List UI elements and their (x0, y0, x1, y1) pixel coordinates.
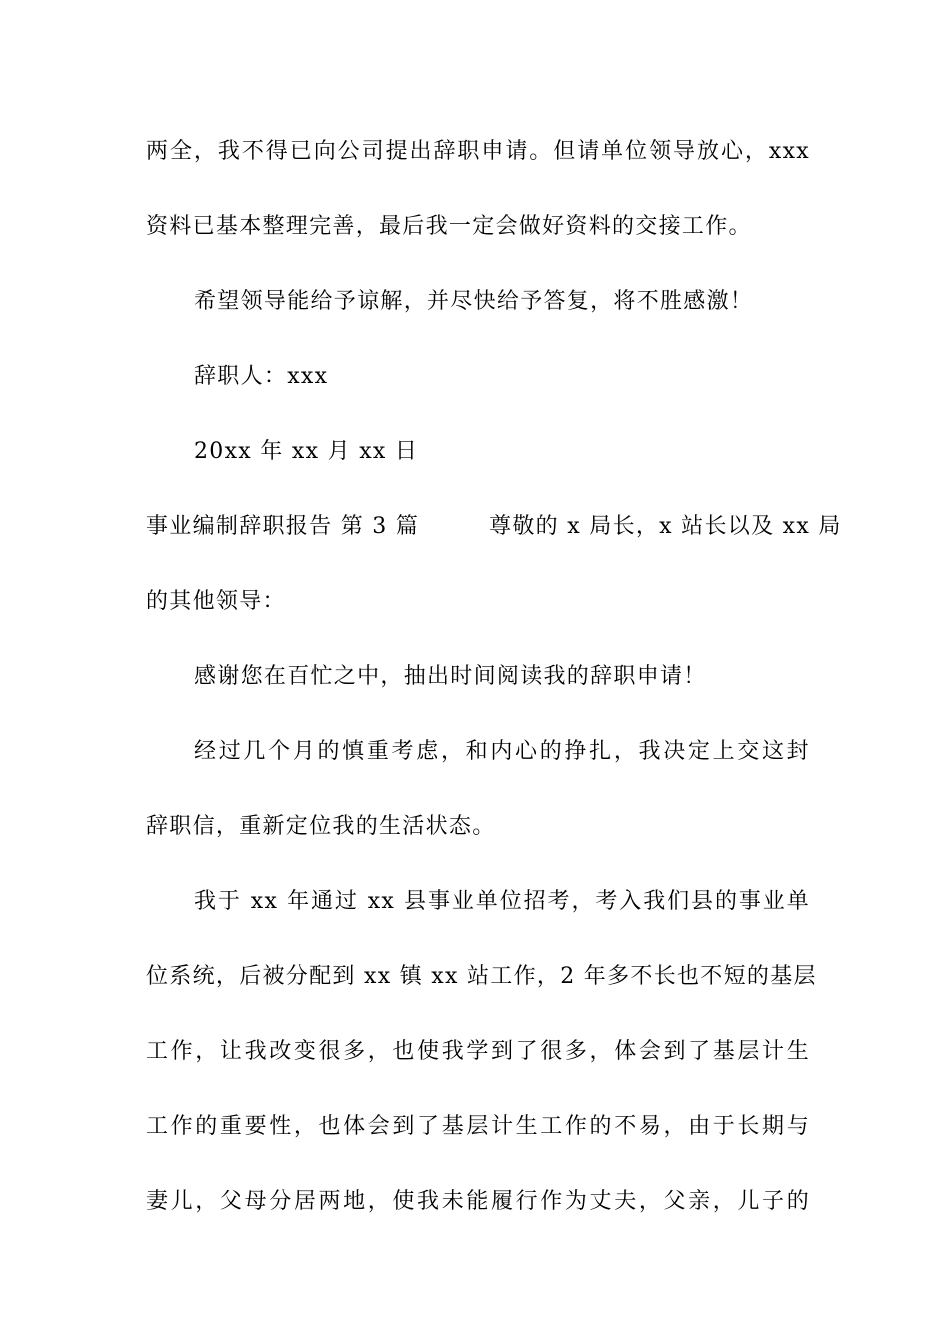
signature-line: 辞职人：xxx (194, 364, 329, 389)
paragraph-line: 位系统，后被分配到 xx 镇 xx 站工作，2 年多不长也不短的基层 (146, 964, 817, 989)
date-line: 20xx 年 xx 月 xx 日 (194, 439, 419, 464)
paragraph-line: 妻儿，父母分居两地，使我未能履行作为丈夫，父亲，儿子的 (146, 1189, 810, 1214)
paragraph-line: 经过几个月的慎重考虑，和内心的挣扎，我决定上交这封 (194, 739, 810, 764)
salutation-line: 的其他领导： (146, 589, 286, 614)
paragraph-line: 工作，让我改变很多，也使我学到了很多，体会到了基层计生 (146, 1039, 810, 1064)
paragraph-line: 辞职信，重新定位我的生活状态。 (146, 814, 496, 839)
section-heading-line: 事业编制辞职报告 第 3 篇 尊敬的 x 局长，x 站长以及 xx 局 (146, 514, 842, 539)
paragraph-line: 工作的重要性，也体会到了基层计生工作的不易，由于长期与 (146, 1114, 810, 1139)
paragraph-line: 希望领导能给予谅解，并尽快给予答复，将不胜感激！ (194, 289, 754, 314)
paragraph-line: 我于 xx 年通过 xx 县事业单位招考，考入我们县的事业单 (194, 889, 810, 914)
paragraph-line: 感谢您在百忙之中，抽出时间阅读我的辞职申请！ (194, 664, 707, 689)
paragraph-line: 两全，我不得已向公司提出辞职申请。但请单位领导放心，xxx (146, 139, 810, 164)
paragraph-line: 资料已基本整理完善，最后我一定会做好资料的交接工作。 (146, 214, 752, 239)
